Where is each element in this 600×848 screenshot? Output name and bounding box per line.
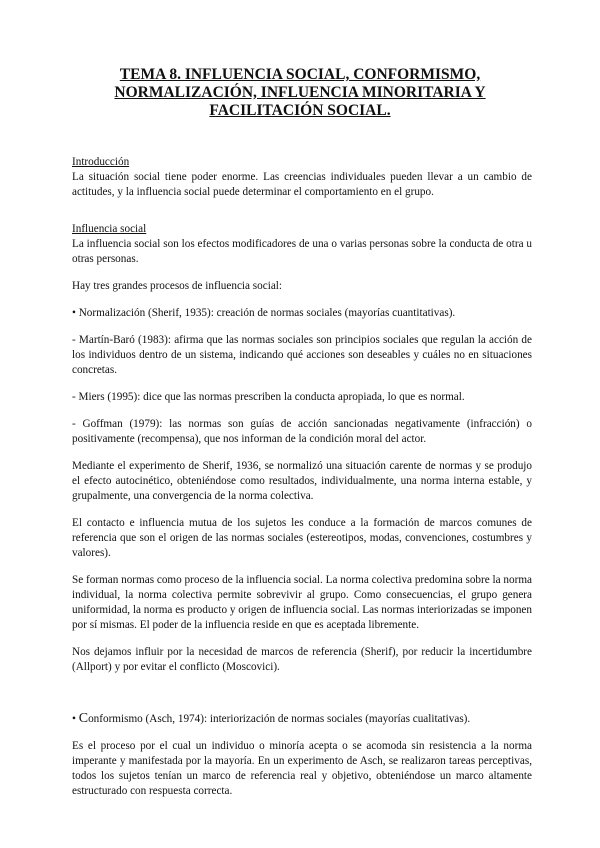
paragraph-sherif-experiment: Mediante el experimento de Sherif, 1936, se normalizó una situación carente de normas y se produjo el efecto autocinético, obteniéndose como resultados, individualmente, una norma interna estable, y grupalmente, una convergencia de la norma colectiva. xyxy=(72,460,532,502)
page-title xyxy=(60,66,540,120)
section-heading-introduccion: Introducción xyxy=(72,156,130,168)
paragraph-martin-baro: - Martín-Baró (1983): afirma que las normas sociales son principios sociales que regulan la acción de los individuos dentro de un sistema, indicando qué acciones son deseables y cuáles no en situaciones concretas. xyxy=(72,334,532,376)
title-line-3: FACILITACIÓN SOCIAL. xyxy=(209,102,391,119)
bullet-symbol: • xyxy=(72,713,79,725)
paragraph-goffman: - Goffman (1979): las normas son guías de acción sancionadas negativamente (infracción) o positivamente (recompensa), que nos informan de la condición moral del actor. xyxy=(72,418,532,445)
paragraph-processes-intro: Hay tres grandes procesos de influencia social: xyxy=(72,280,283,292)
paragraph-contact: El contacto e influencia mutua de los sujetos les conduce a la formación de marcos comunes de referencia que son el origen de las normas sociales (estereotipos, modas, convenciones, costumbres y valores). xyxy=(72,517,532,559)
title-line-1: TEMA 8. INFLUENCIA SOCIAL, CONFORMISMO, xyxy=(119,66,481,83)
bullet-conformismo xyxy=(72,711,532,727)
paragraph-miers: - Miers (1995): dice que las normas prescriben la conducta apropiada, lo que es normal. xyxy=(72,391,465,403)
document-body xyxy=(72,155,532,811)
paragraph-conformism-process: Es el proceso por el cual un individuo o minoría acepta o se acomoda sin resistencia a la norma imperante y manifestada por la mayoría. En un experimento de Asch, se realizaron tareas perceptivas, todos los sujetos tenían un marco de referencia real y objetivo, obteniéndose un marco altamente estructurado con respuesta correcta. xyxy=(72,740,532,797)
conformismo-initial: C xyxy=(78,711,89,726)
bullet-normalizacion: • Normalización (Sherif, 1935): creación de normas sociales (mayorías cuantitativas). xyxy=(72,307,456,319)
conformismo-text: onformismo (Asch, 1974): interiorización de normas sociales (mayorías cualitativas). xyxy=(88,713,471,725)
paragraph-intro: La situación social tiene poder enorme. Las creencias individuales pueden llevar a un cambio de actitudes, y la influencia social puede determinar el comportamiento en el grupo. xyxy=(72,171,532,198)
paragraph-norms-formed: Se forman normas como proceso de la influencia social. La norma colectiva predomina sobre la norma individual, la norma colectiva permite sobrevivir al grupo. Como consecuencias, el grupo genera uniformidad, la norma es producto y origen de influencia social. Las normas interiorizadas se imponen por sí mismas. El poder de la influencia reside en que es aceptada libremente. xyxy=(72,574,532,631)
paragraph-why-influenced: Nos dejamos influir por la necesidad de marcos de referencia (Sherif), por reducir la incertidumbre (Allport) y por evitar el conflicto (Moscovici). xyxy=(72,646,532,673)
section-heading-influencia-social: Influencia social xyxy=(72,223,147,235)
title-line-2: NORMALIZACIÓN, INFLUENCIA MINORITARIA Y xyxy=(114,84,486,101)
paragraph-influence-definition: La influencia social son los efectos modificadores de una o varias personas sobre la conducta de otra u otras personas. xyxy=(72,238,532,265)
